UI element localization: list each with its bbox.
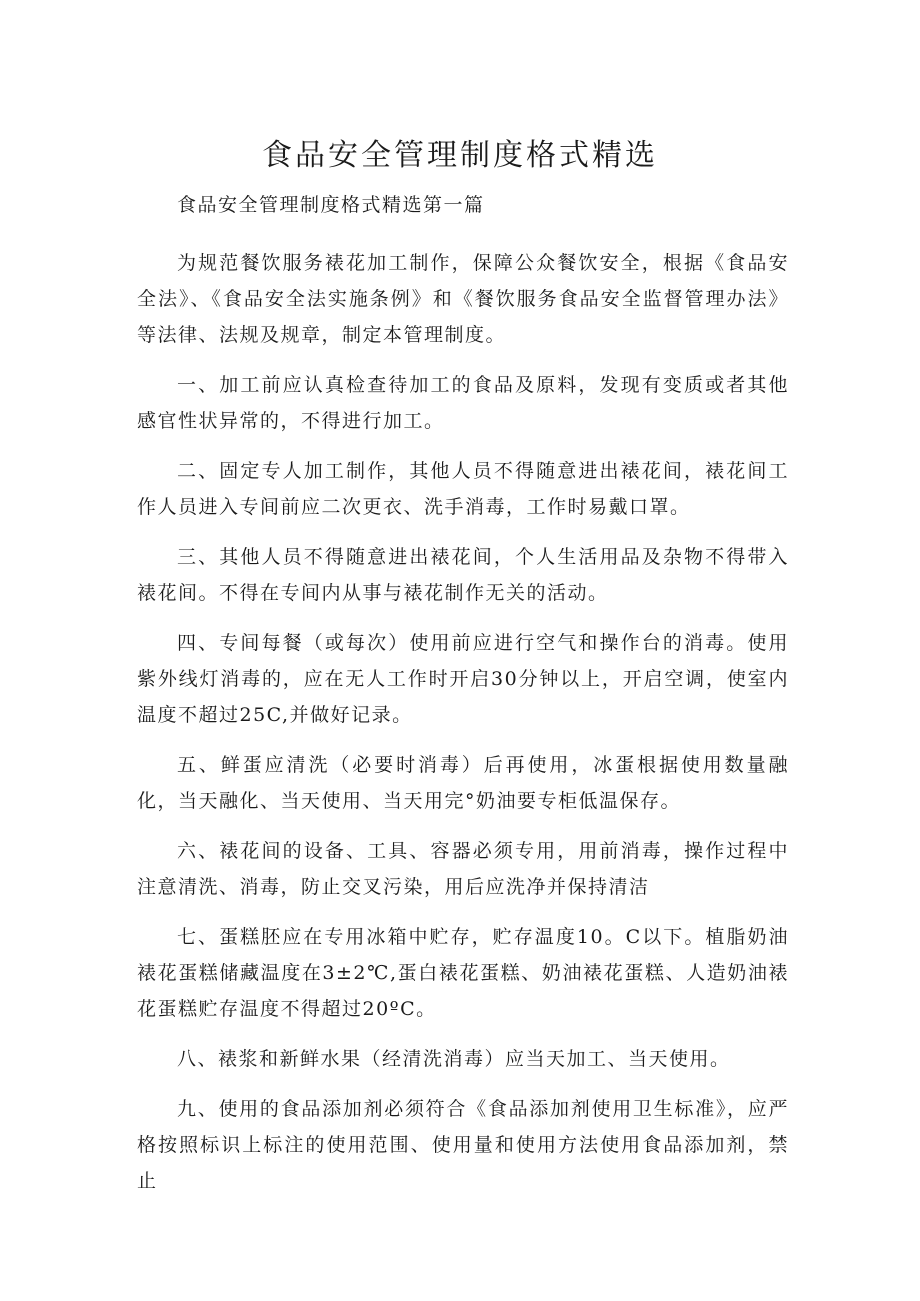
intro-paragraph: 为规范餐饮服务裱花加工制作，保障公众餐饮安全，根据《食品安全法》、《食品安全法实施条例》和《餐饮服务食品安全监督管理办法》等法律、法规及规章，制定本管理制度。 [137, 252, 789, 346]
section-heading: 食品安全管理制度格式精选第一篇 [177, 194, 485, 216]
rule-paragraph-1: 一、加工前应认真检查待加工的食品及原料，发现有变质或者其他感官性状异常的，不得进行加工。 [137, 374, 789, 432]
rule-paragraph-9: 九、使用的食品添加剂必须符合《食品添加剂使用卫生标准》，应严格按照标识上标注的使用范围、使用量和使用方法使用食品添加剂，禁止 [137, 1098, 789, 1192]
document-body [137, 187, 789, 1213]
document-title: 食品安全管理制度格式精选 [262, 138, 658, 174]
rule-paragraph-2: 二、固定专人加工制作，其他人员不得随意进出裱花间，裱花间工作人员进入专间前应二次更衣、洗手消毒，工作时易戴口罩。 [137, 460, 789, 518]
rule-paragraph-8: 八、裱浆和新鲜水果（经清洗消毒）应当天加工、当天使用。 [177, 1048, 731, 1070]
rule-paragraph-5: 五、鲜蛋应清洗（必要时消毒）后再使用，冰蛋根据使用数量融化，当天融化、当天使用、当天用完°奶油要专柜低温保存。 [137, 754, 789, 812]
rule-paragraph-4: 四、专间每餐（或每次）使用前应进行空气和操作台的消毒。使用紫外线灯消毒的，应在无人工作时开启30分钟以上，开启空调，使室内温度不超过25C,并做好记录。 [137, 632, 789, 726]
rule-paragraph-6: 六、裱花间的设备、工具、容器必须专用，用前消毒，操作过程中注意清洗、消毒，防止交叉污染，用后应洗净并保持清洁 [137, 840, 789, 898]
rule-paragraph-7: 七、蛋糕胚应在专用冰箱中贮存，贮存温度10。C以下。植脂奶油裱花蛋糕储藏温度在3±2℃,蛋白裱花蛋糕、奶油裱花蛋糕、人造奶油裱花蛋糕贮存温度不得超过20ºC。 [137, 926, 789, 1020]
rule-paragraph-3: 三、其他人员不得随意进出裱花间，个人生活用品及杂物不得带入裱花间。不得在专间内从事与裱花制作无关的活动。 [137, 546, 789, 604]
